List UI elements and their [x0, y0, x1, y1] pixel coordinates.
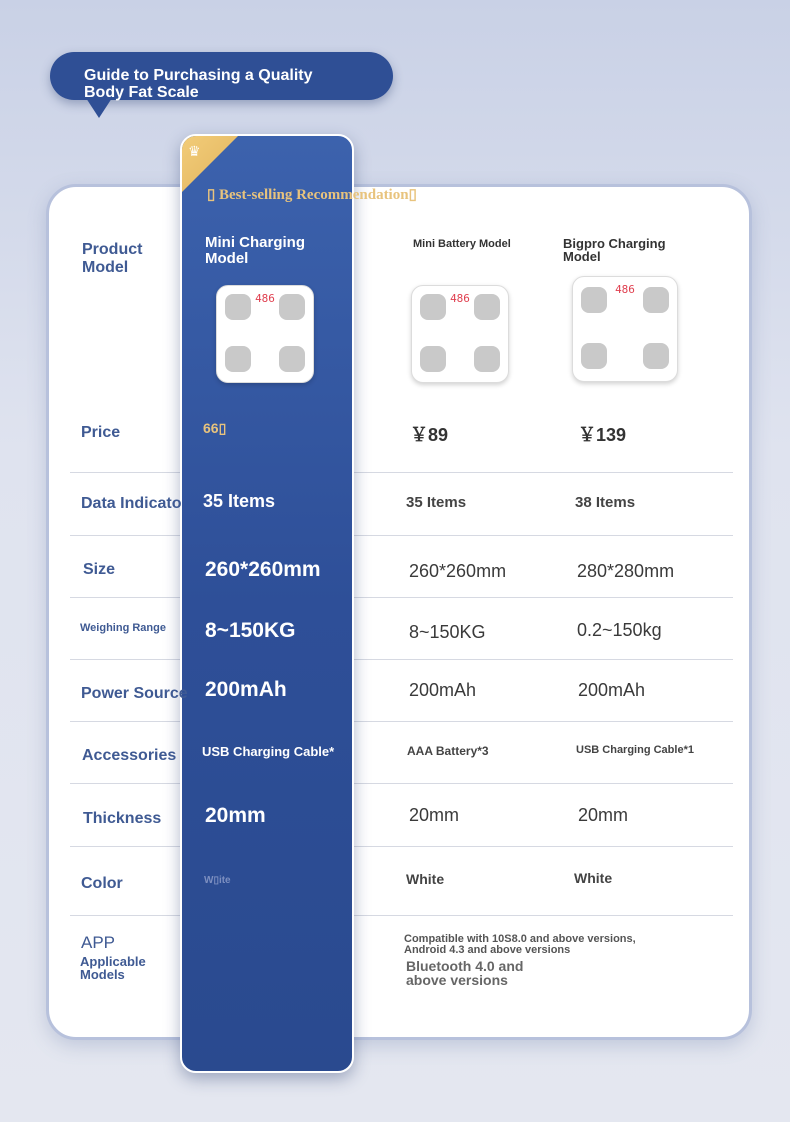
scale-display: 486: [255, 292, 275, 305]
row-divider: [70, 659, 733, 660]
product-name-mini-charging: Mini Charging Model: [205, 234, 305, 267]
accessories-label: Accessories: [82, 747, 177, 764]
scale-image-mini-battery: [411, 285, 509, 383]
row-divider: [70, 597, 733, 598]
product-name-mini-battery: Mini Battery Model: [413, 238, 511, 250]
thickness-mini-charging: 20mm: [205, 804, 266, 827]
accessories-bigpro-charging: USB Charging Cable*1: [576, 744, 694, 756]
size-bigpro-charging: 280*280mm: [577, 561, 675, 581]
page-title: Guide to Purchasing a Quality Body Fat Scale: [84, 67, 313, 101]
data-indicators-bigpro-charging: 38 Items: [575, 494, 636, 511]
thickness-bigpro-charging: 20mm: [578, 805, 629, 825]
power-source-label: Power Source: [81, 685, 188, 702]
size-mini-battery: 260*260mm: [409, 561, 507, 581]
price-mini-charging: 66▯: [203, 420, 227, 436]
best-selling-label: ▯ Best-selling Recommendation▯: [207, 187, 417, 203]
weighing-range-mini-charging: 8~150KG: [205, 619, 296, 642]
data-indicators-label: Data Indicato: [81, 495, 182, 512]
color-mini-charging: W▯ite: [204, 875, 231, 886]
row-divider: [70, 915, 733, 916]
row-divider: [70, 783, 733, 784]
data-indicators-mini-battery: 35 Items: [406, 494, 467, 511]
price-bigpro-charging: ￥139: [578, 425, 627, 445]
scale-display: 486: [615, 283, 635, 296]
row-divider: [70, 472, 733, 473]
row-divider: [70, 535, 733, 536]
power-source-mini-charging: 200mAh: [205, 678, 287, 701]
price-mini-battery: ￥89: [410, 425, 449, 445]
thickness-mini-battery: 20mm: [409, 805, 460, 825]
color-bigpro-charging: White: [574, 870, 613, 886]
color-label: Color: [81, 875, 123, 892]
accessories-mini-charging: USB Charging Cable*: [202, 744, 335, 759]
weighing-range-bigpro-charging: 0.2~150kg: [577, 620, 662, 640]
product-name-bigpro-charging: Bigpro Charging Model: [563, 236, 666, 264]
price-label: Price: [81, 424, 121, 441]
data-indicators-mini-charging: 35 Items: [203, 491, 276, 511]
row-divider: [70, 846, 733, 847]
row-divider: [70, 721, 733, 722]
app-compatibility-text: Compatible with 10S8.0 and above versions, Android 4.3 and above versions: [404, 933, 636, 956]
bluetooth-requirement-text: Bluetooth 4.0 and above versions: [406, 958, 524, 988]
product-model-label: Product Model: [82, 241, 143, 276]
crown-icon: ♛: [188, 143, 201, 159]
size-mini-charging: 260*260mm: [205, 558, 321, 581]
scale-display: 486: [450, 292, 470, 305]
scale-image-bigpro-charging: [572, 276, 678, 382]
scale-image-mini-charging: [216, 285, 314, 383]
title-banner-pointer: [86, 98, 112, 118]
thickness-label: Thickness: [83, 810, 162, 827]
power-source-mini-battery: 200mAh: [409, 680, 477, 700]
size-label: Size: [83, 561, 116, 578]
app-label-heading: APP: [81, 933, 116, 952]
accessories-mini-battery: AAA Battery*3: [407, 744, 489, 758]
color-mini-battery: White: [406, 871, 445, 887]
weighing-range-label: Weighing Range: [80, 622, 166, 634]
power-source-bigpro-charging: 200mAh: [578, 680, 646, 700]
weighing-range-mini-battery: 8~150KG: [409, 622, 486, 642]
recommended-column: [180, 134, 354, 1073]
app-applicable-models-label: Applicable Models: [80, 954, 146, 982]
